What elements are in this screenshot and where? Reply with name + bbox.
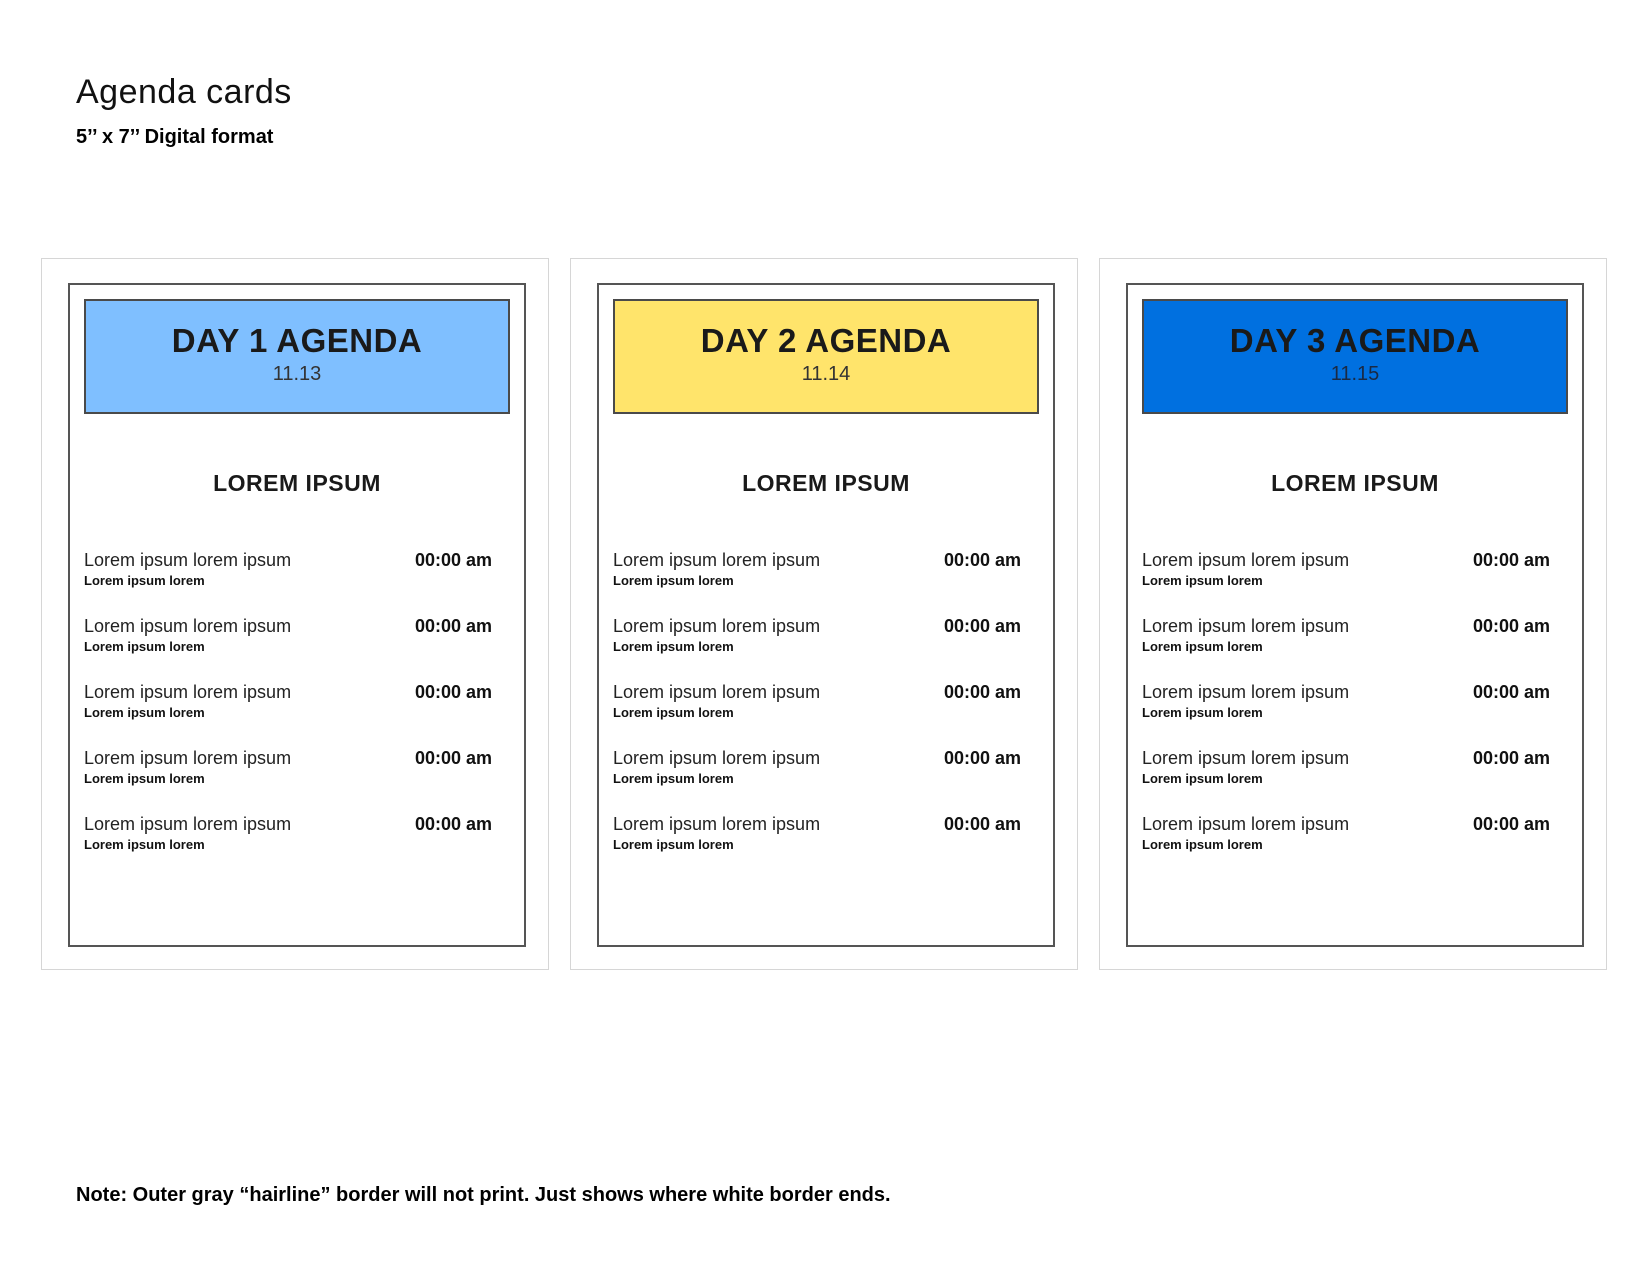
agenda-item-time: 00:00 am bbox=[414, 748, 492, 768]
card-header-date: 11.13 bbox=[272, 363, 322, 386]
agenda-card bbox=[68, 283, 526, 947]
agenda-item bbox=[613, 616, 1021, 682]
agenda-item-title: Lorem ipsum lorem ipsum bbox=[1142, 682, 1350, 702]
agenda-item-subtitle: Lorem ipsum lorem bbox=[613, 837, 734, 852]
agenda-item-time: 00:00 am bbox=[943, 550, 1021, 570]
agenda-item-time: 00:00 am bbox=[414, 682, 492, 702]
agenda-item bbox=[613, 682, 1021, 748]
agenda-item bbox=[1142, 616, 1550, 682]
agenda-item-title: Lorem ipsum lorem ipsum bbox=[1142, 550, 1350, 570]
agenda-item-time: 00:00 am bbox=[943, 682, 1021, 702]
card-hairline-border bbox=[1099, 258, 1607, 970]
agenda-item-time: 00:00 am bbox=[414, 814, 492, 834]
agenda-item-subtitle: Lorem ipsum lorem bbox=[613, 705, 734, 720]
agenda-item bbox=[613, 814, 1021, 880]
card-header-title: DAY 1 AGENDA bbox=[171, 322, 423, 359]
agenda-item-subtitle: Lorem ipsum lorem bbox=[84, 837, 205, 852]
card-section-title: LOREM IPSUM bbox=[213, 470, 381, 496]
agenda-item-subtitle: Lorem ipsum lorem bbox=[613, 573, 734, 588]
agenda-item-time: 00:00 am bbox=[1472, 550, 1550, 570]
agenda-item-title: Lorem ipsum lorem ipsum bbox=[84, 748, 292, 768]
agenda-item-title: Lorem ipsum lorem ipsum bbox=[613, 748, 821, 768]
agenda-cards bbox=[41, 258, 1613, 974]
agenda-item-time: 00:00 am bbox=[943, 616, 1021, 636]
agenda-item bbox=[84, 814, 492, 880]
card-header-date: 11.14 bbox=[801, 363, 851, 386]
agenda-item-title: Lorem ipsum lorem ipsum bbox=[84, 814, 292, 834]
agenda-item bbox=[1142, 682, 1550, 748]
card-header-date: 11.15 bbox=[1330, 363, 1380, 386]
agenda-item-title: Lorem ipsum lorem ipsum bbox=[613, 682, 821, 702]
agenda-card bbox=[1126, 283, 1584, 947]
page-title: Agenda cards bbox=[76, 73, 292, 111]
agenda-item bbox=[613, 748, 1021, 814]
print-note: Note: Outer gray “hairline” border will not print. Just shows where white border ends. bbox=[76, 1184, 891, 1206]
card-header bbox=[1142, 299, 1568, 414]
agenda-item-time: 00:00 am bbox=[943, 748, 1021, 768]
agenda-item-title: Lorem ipsum lorem ipsum bbox=[1142, 748, 1350, 768]
agenda-item bbox=[1142, 814, 1550, 880]
card-section-title: LOREM IPSUM bbox=[1271, 470, 1439, 496]
agenda-item bbox=[84, 550, 492, 616]
agenda-item-subtitle: Lorem ipsum lorem bbox=[1142, 771, 1263, 786]
agenda-item-title: Lorem ipsum lorem ipsum bbox=[84, 550, 292, 570]
card-header-title: DAY 2 AGENDA bbox=[700, 322, 952, 359]
agenda-item-time: 00:00 am bbox=[943, 814, 1021, 834]
agenda-item-subtitle: Lorem ipsum lorem bbox=[1142, 573, 1263, 588]
card-hairline-border bbox=[570, 258, 1078, 970]
agenda-item bbox=[1142, 748, 1550, 814]
agenda-item-subtitle: Lorem ipsum lorem bbox=[84, 639, 205, 654]
agenda-item-time: 00:00 am bbox=[1472, 748, 1550, 768]
agenda-card bbox=[597, 283, 1055, 947]
agenda-item-time: 00:00 am bbox=[414, 616, 492, 636]
agenda-item bbox=[84, 616, 492, 682]
agenda-item-time: 00:00 am bbox=[414, 550, 492, 570]
card-section-title: LOREM IPSUM bbox=[742, 470, 910, 496]
agenda-item bbox=[84, 682, 492, 748]
agenda-item-subtitle: Lorem ipsum lorem bbox=[84, 705, 205, 720]
agenda-item-time: 00:00 am bbox=[1472, 814, 1550, 834]
page-subtitle: 5’’ x 7’’ Digital format bbox=[76, 126, 274, 148]
agenda-item-subtitle: Lorem ipsum lorem bbox=[613, 639, 734, 654]
agenda-item bbox=[1142, 550, 1550, 616]
agenda-item-subtitle: Lorem ipsum lorem bbox=[84, 573, 205, 588]
agenda-item bbox=[613, 550, 1021, 616]
agenda-item-title: Lorem ipsum lorem ipsum bbox=[84, 682, 292, 702]
card-header-title: DAY 3 AGENDA bbox=[1229, 322, 1481, 359]
card-hairline-border bbox=[41, 258, 549, 970]
agenda-item-time: 00:00 am bbox=[1472, 616, 1550, 636]
card-header bbox=[613, 299, 1039, 414]
agenda-item-time: 00:00 am bbox=[1472, 682, 1550, 702]
agenda-item-title: Lorem ipsum lorem ipsum bbox=[84, 616, 292, 636]
agenda-list bbox=[1142, 550, 1550, 880]
agenda-item-subtitle: Lorem ipsum lorem bbox=[613, 771, 734, 786]
agenda-item-subtitle: Lorem ipsum lorem bbox=[84, 771, 205, 786]
agenda-item-subtitle: Lorem ipsum lorem bbox=[1142, 705, 1263, 720]
agenda-item-subtitle: Lorem ipsum lorem bbox=[1142, 639, 1263, 654]
agenda-item-title: Lorem ipsum lorem ipsum bbox=[1142, 814, 1350, 834]
card-header bbox=[84, 299, 510, 414]
agenda-item-title: Lorem ipsum lorem ipsum bbox=[613, 616, 821, 636]
agenda-item-title: Lorem ipsum lorem ipsum bbox=[613, 814, 821, 834]
agenda-item bbox=[84, 748, 492, 814]
agenda-item-title: Lorem ipsum lorem ipsum bbox=[613, 550, 821, 570]
agenda-item-title: Lorem ipsum lorem ipsum bbox=[1142, 616, 1350, 636]
agenda-list bbox=[613, 550, 1021, 880]
agenda-item-subtitle: Lorem ipsum lorem bbox=[1142, 837, 1263, 852]
agenda-list bbox=[84, 550, 492, 880]
